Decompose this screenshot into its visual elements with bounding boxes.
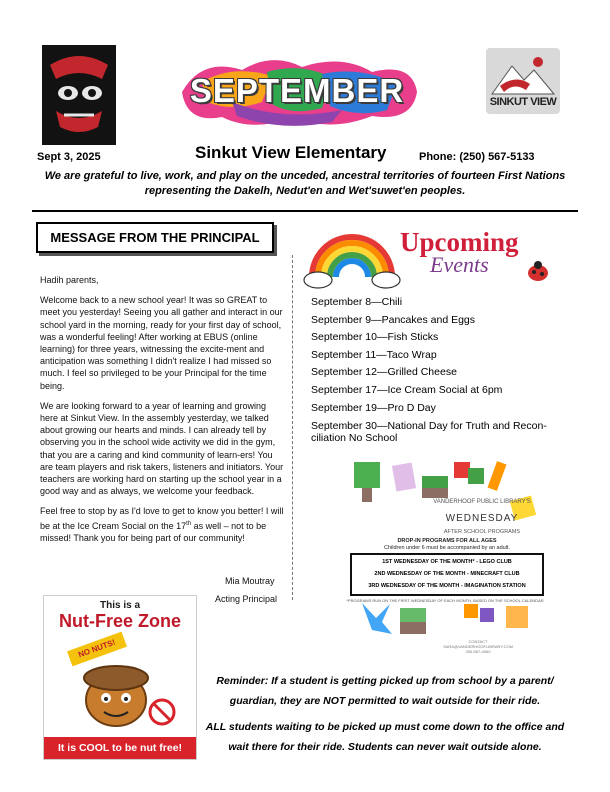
- events-list: [311, 294, 573, 444]
- flyer-day: WEDNESDAY: [445, 513, 519, 524]
- letter-paragraph: [40, 505, 286, 544]
- school-name: Sinkut View Elementary: [195, 143, 387, 162]
- contact-email: SARA@VANDERHOOFLIBRARY.COM: [443, 644, 513, 649]
- school-logo: [486, 48, 560, 114]
- reminder-paragraph: Reminder: If a student is getting picked up from school by a parent/ guardian, they are NOT permitted to wait outside for their ride.: [216, 675, 554, 707]
- header-divider: [32, 210, 578, 212]
- drop-in-note: Children under 6 must be accompanied by an adult.: [384, 545, 510, 551]
- schedule-item: 1ST WEDNESDAY OF THE MONTH* - LEGO CLUB: [382, 559, 512, 565]
- banner-title: SEPTEMBER: [189, 72, 405, 109]
- schedule-item: 2ND WEDNESDAY OF THE MONTH - MINECRAFT CLUB: [374, 571, 520, 577]
- event-item: September 12—Grilled Cheese: [311, 366, 457, 379]
- land-acknowledgement: We are grateful to live, work, and play on the unceded, ancestral territories of fourteen First Nations representing the Dakelh, Nedut'en and Wet'suwet'en peoples.: [44, 170, 566, 197]
- reminder-paragraph: ALL students waiting to be picked up must come down to the office and wait there for their ride. Students can never wait outside alone.: [205, 721, 565, 753]
- letter-paragraph: We are looking forward to a year of learning and growing here at Sinkut View. In the assembly yesterday, we talked about growing our hearts and minds. I can already tell by observing you in the school wide activity we did in the gym, that you are a caring and kind community of learn-ers! You are team players and risk takers, listeners and initiators. Your teachers are working hard on starting up the school year in a good way and as always, we welcome your feedback.: [40, 400, 284, 497]
- haida-art-image: [42, 45, 116, 145]
- letter-text: Feel free to stop by as I'd love to get to know you better! I will be at the Ice Cream Social on the 17: [40, 506, 284, 531]
- september-banner: [172, 52, 422, 132]
- schedule-item: 3RD WEDNESDAY OF THE MONTH - IMAGINATION STATION: [368, 583, 526, 589]
- flyer-footnote: *PROGRAMS RUN ON THE FIRST WEDNESDAY OF EACH MONTH, BASED ON THE SCHOOL CALENDAR: [346, 598, 544, 603]
- signature-title: Acting Principal: [215, 594, 278, 604]
- events-header: [302, 222, 572, 290]
- nut-free-top: This is a: [99, 600, 140, 611]
- column-divider: [292, 255, 293, 600]
- event-item: September 11—Taco Wrap: [311, 348, 437, 361]
- newsletter-date: Sept 3, 2025: [37, 151, 101, 163]
- nut-free-sign: [43, 595, 197, 760]
- events-title: Upcoming: [400, 227, 519, 257]
- principal-letter: [40, 274, 286, 552]
- letter-greeting: Hadih parents,: [40, 275, 99, 285]
- no-nuts-sign: NO NUTS!: [67, 632, 127, 667]
- principal-heading: MESSAGE FROM THE PRINCIPAL: [36, 222, 274, 253]
- flyer-drop-in: [352, 538, 542, 552]
- school-phone: Phone: (250) 567-5133: [419, 151, 535, 163]
- event-item: September 17—Ice Cream Social at 6pm: [311, 383, 503, 396]
- flyer-header: VANDERHOOF PUBLIC LIBRARY'S: [433, 499, 531, 505]
- library-flyer: [342, 458, 548, 654]
- ladybug-icon: [526, 260, 550, 282]
- event-item: September 9—Pancakes and Eggs: [311, 313, 476, 326]
- formline-art-icon: [42, 45, 116, 145]
- rainbow-icon: [302, 222, 402, 290]
- flyer-subtitle: AFTER SCHOOL PROGRAMS: [443, 529, 521, 535]
- event-item: September 30—National Day for Truth and Recon-ciliation No School: [311, 420, 547, 445]
- logo-text: SINKUT VIEW: [489, 96, 557, 108]
- event-item: September 10—Fish Sticks: [311, 331, 439, 344]
- contact-label: CONTACT: [468, 639, 488, 644]
- nut-free-bottom: It is COOL to be nut free!: [44, 737, 196, 759]
- flyer-contact: [438, 639, 518, 654]
- event-item: September 19—Pro D Day: [311, 401, 436, 414]
- letter-text: as well – not to be missed! Thank you for being part of our community!: [40, 520, 267, 543]
- acorn-mascot-icon: [44, 596, 196, 759]
- signature-name: Mia Moutray: [225, 576, 275, 586]
- events-subtitle: Events: [430, 252, 489, 277]
- event-item: September 8—Chili: [311, 296, 403, 308]
- flyer-schedule: [350, 553, 544, 596]
- drop-in-title: DROP-IN PROGRAMS FOR ALL AGES: [397, 538, 497, 544]
- ordinal-suffix: th: [186, 520, 192, 527]
- signature: [215, 572, 277, 608]
- pickup-reminder: [199, 671, 571, 763]
- letter-paragraph: Welcome back to a new school year! It was so GREAT to meet you yesterday! Seeing you all gather and interact in our school yard in the morning, ready for your first day of school, was a wonderful feeling! After working at EBUS (online learning) for three years, witnessing the excite-ment and anticipation was something I didn't realize I had missed so much. I feel so privileged to be your Principal for the time being.: [40, 295, 283, 391]
- contact-phone: 250-567-4060: [465, 649, 491, 654]
- nut-free-zone: Nut-Free Zone: [58, 611, 181, 631]
